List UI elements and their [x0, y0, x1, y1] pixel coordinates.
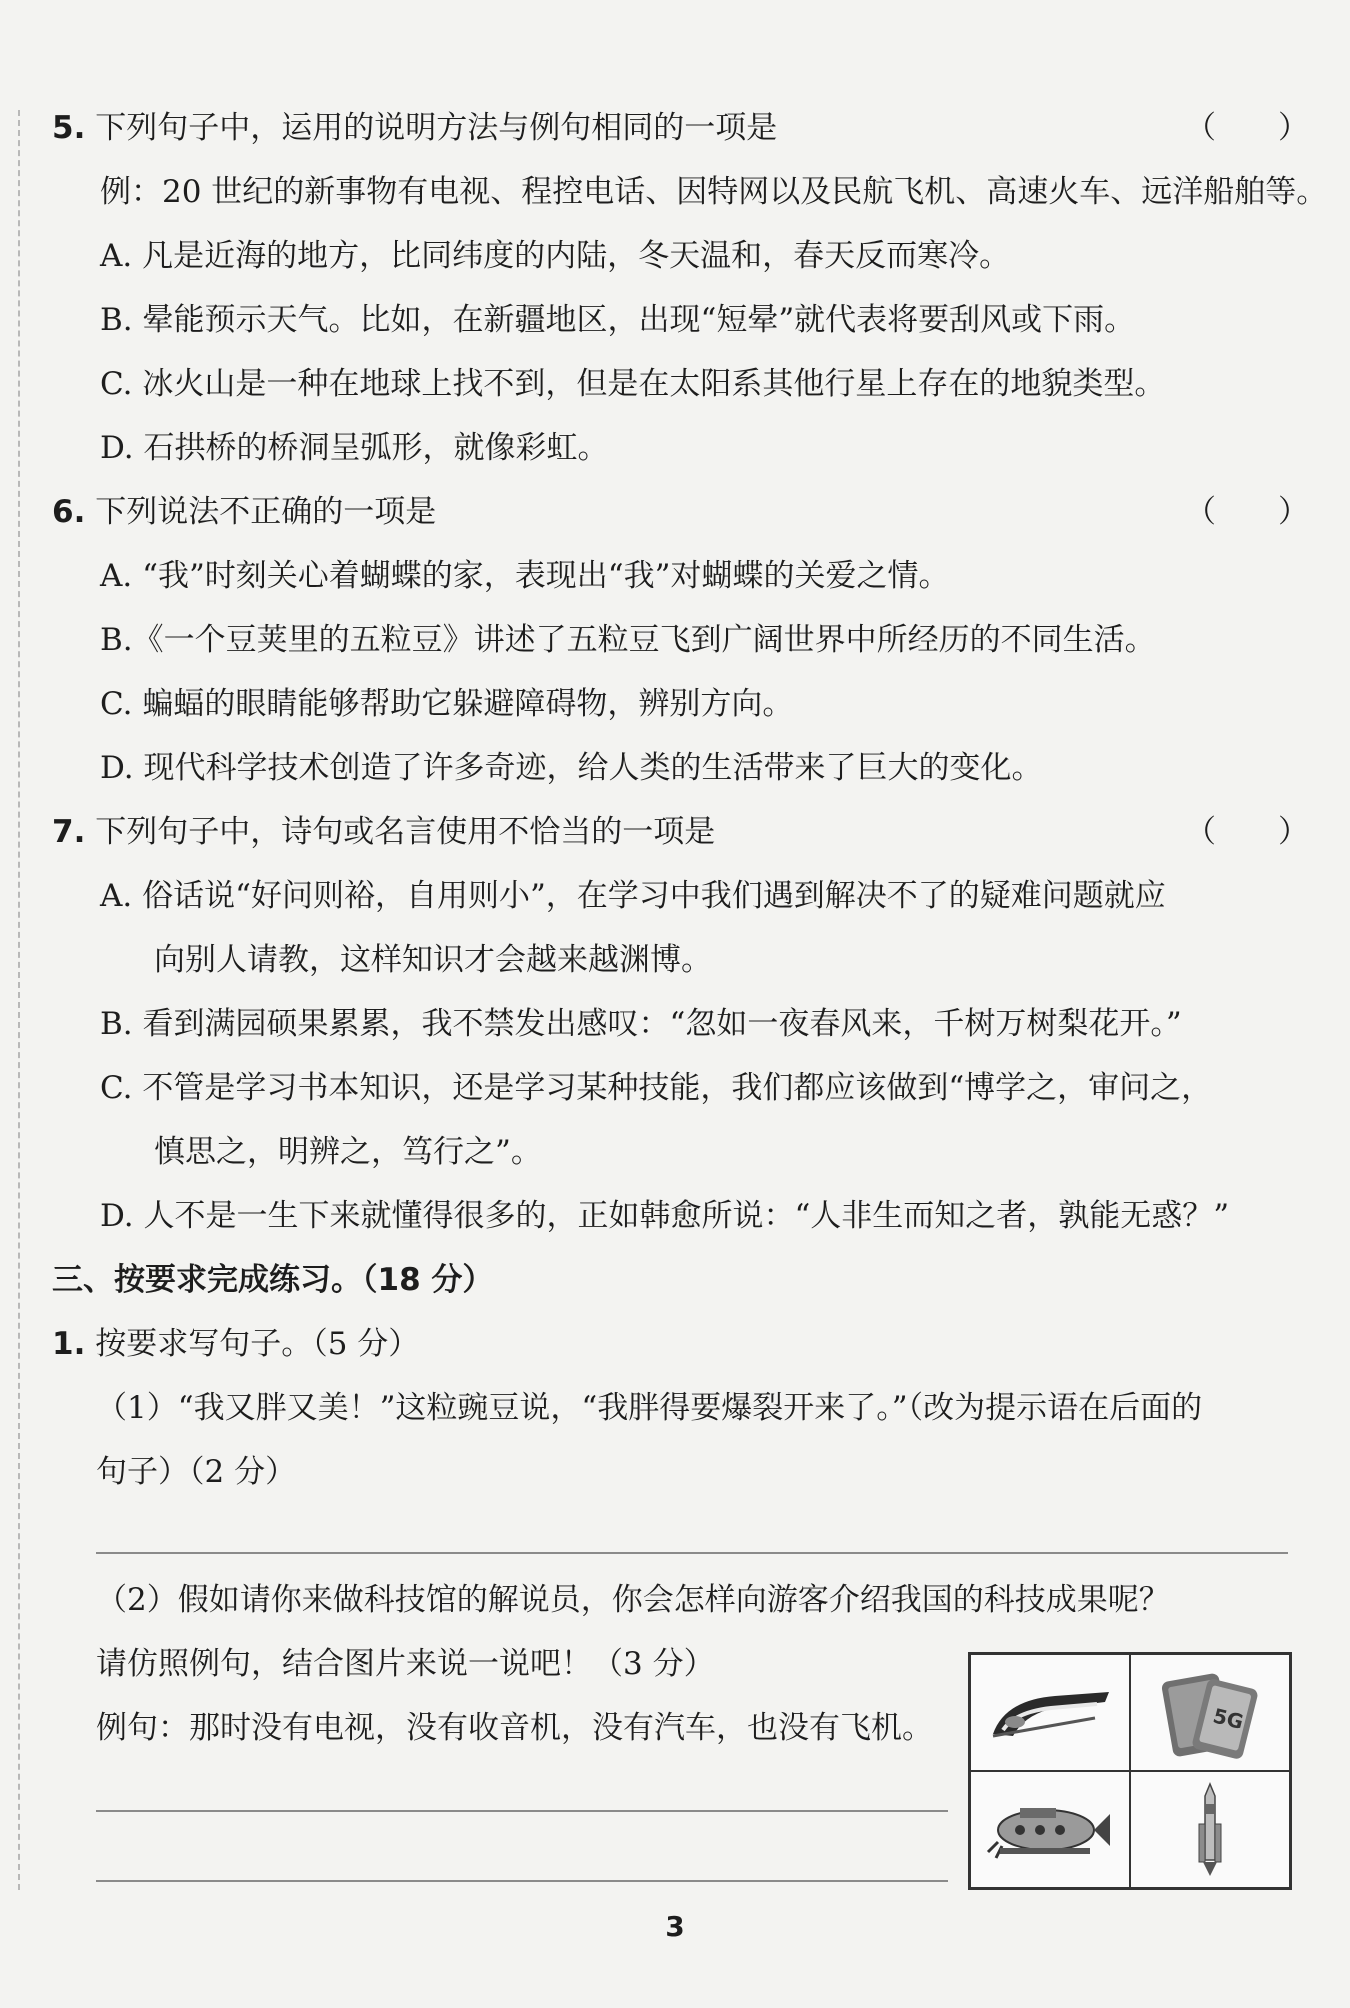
q5-option-a: A. 凡是近海的地方，比同纬度的内陆，冬天温和，春天反而寒冷。 — [100, 238, 1011, 274]
submersible-icon — [970, 1771, 1130, 1888]
q7-option-d: D. 人不是一生下来就懂得很多的，正如韩愈所说：“人非生而知之者，孰能无惑？” — [100, 1198, 1230, 1234]
q7-option-a-line2: 向别人请教，这样知识才会越来越渊博。 — [154, 942, 712, 978]
high-speed-train-icon — [970, 1654, 1130, 1771]
q5-option-d: D. 石拱桥的桥洞呈弧形，就像彩虹。 — [100, 430, 609, 466]
sub1-answer-line[interactable] — [96, 1552, 1288, 1554]
q6-stem-line — [52, 492, 436, 532]
q5-stem-line — [52, 108, 777, 148]
q7-stem-line — [52, 812, 715, 852]
q5-number: 5. — [52, 110, 86, 146]
tech-image-grid — [968, 1652, 1292, 1890]
q6-option-b: B.《一个豆荚里的五粒豆》讲述了五粒豆飞到广阔世界中所经历的不同生活。 — [100, 622, 1156, 658]
sub2-line2: 请仿照例句，结合图片来说一说吧！（3 分） — [96, 1646, 715, 1682]
rocket-icon — [1130, 1771, 1290, 1888]
section3-title: 三、按要求完成练习。（18 分） — [52, 1262, 494, 1298]
s3-q1-stem: 按要求写句子。（5 分） — [95, 1326, 420, 1362]
q5-option-b: B. 晕能预示天气。比如，在新疆地区，出现“短晕”就代表将要刮风或下雨。 — [100, 302, 1136, 338]
q5-stem: 下列句子中，运用的说明方法与例句相同的一项是 — [95, 110, 778, 146]
q7-option-a-line1: A. 俗话说“好问则裕，自用则小”，在学习中我们遇到解决不了的疑难问题就应 — [100, 878, 1166, 914]
5g-label: 5G — [1210, 1703, 1246, 1735]
sub2-answer-line-1[interactable] — [96, 1810, 948, 1812]
page-number: 3 — [665, 1910, 685, 1943]
q6-option-c: C. 蝙蝠的眼睛能够帮助它躲避障碍物，辨别方向。 — [100, 686, 794, 722]
q6-stem: 下列说法不正确的一项是 — [95, 494, 437, 530]
margin-line — [18, 110, 20, 1890]
q6-option-d: D. 现代科学技术创造了许多奇迹，给人类的生活带来了巨大的变化。 — [100, 750, 1043, 786]
q7-stem: 下列句子中，诗句或名言使用不恰当的一项是 — [95, 814, 716, 850]
q7-option-b: B. 看到满园硕果累累，我不禁发出感叹：“忽如一夜春风来，千树万树梨花开。” — [100, 1006, 1182, 1042]
q7-option-c-line2: 慎思之，明辨之，笃行之”。 — [154, 1134, 542, 1170]
q5-answer-paren[interactable]: （ ） — [1185, 110, 1309, 146]
q7-answer-paren[interactable]: （ ） — [1185, 814, 1309, 850]
sub2-example: 例句：那时没有电视，没有收音机，没有汽车，也没有飞机。 — [96, 1710, 933, 1746]
q6-option-a: A. “我”时刻关心着蝴蝶的家，表现出“我”对蝴蝶的关爱之情。 — [100, 558, 950, 594]
q5-option-c: C. 冰火山是一种在地球上找不到，但是在太阳系其他行星上存在的地貌类型。 — [100, 366, 1166, 402]
sub1-line2: 句子）（2 分） — [96, 1454, 297, 1490]
sub2-line1: （2）假如请你来做科技馆的解说员，你会怎样向游客介绍我国的科技成果呢？ — [96, 1582, 1170, 1618]
q7-number: 7. — [52, 814, 86, 850]
q5-example: 例：20 世纪的新事物有电视、程控电话、因特网以及民航飞机、高速火车、远洋船舶等。 — [100, 174, 1328, 210]
sub1-line1: （1）“我又胖又美！”这粒豌豆说，“我胖得要爆裂开来了。”（改为提示语在后面的 — [96, 1390, 1203, 1426]
5g-phone-icon — [1130, 1654, 1290, 1771]
s3-q1-number: 1. — [52, 1326, 86, 1362]
q6-answer-paren[interactable]: （ ） — [1185, 494, 1309, 530]
q6-number: 6. — [52, 494, 86, 530]
s3-q1-line — [52, 1324, 419, 1364]
sub2-answer-line-2[interactable] — [96, 1880, 948, 1882]
q7-option-c-line1: C. 不管是学习书本知识，还是学习某种技能，我们都应该做到“博学之，审问之， — [100, 1070, 1213, 1106]
